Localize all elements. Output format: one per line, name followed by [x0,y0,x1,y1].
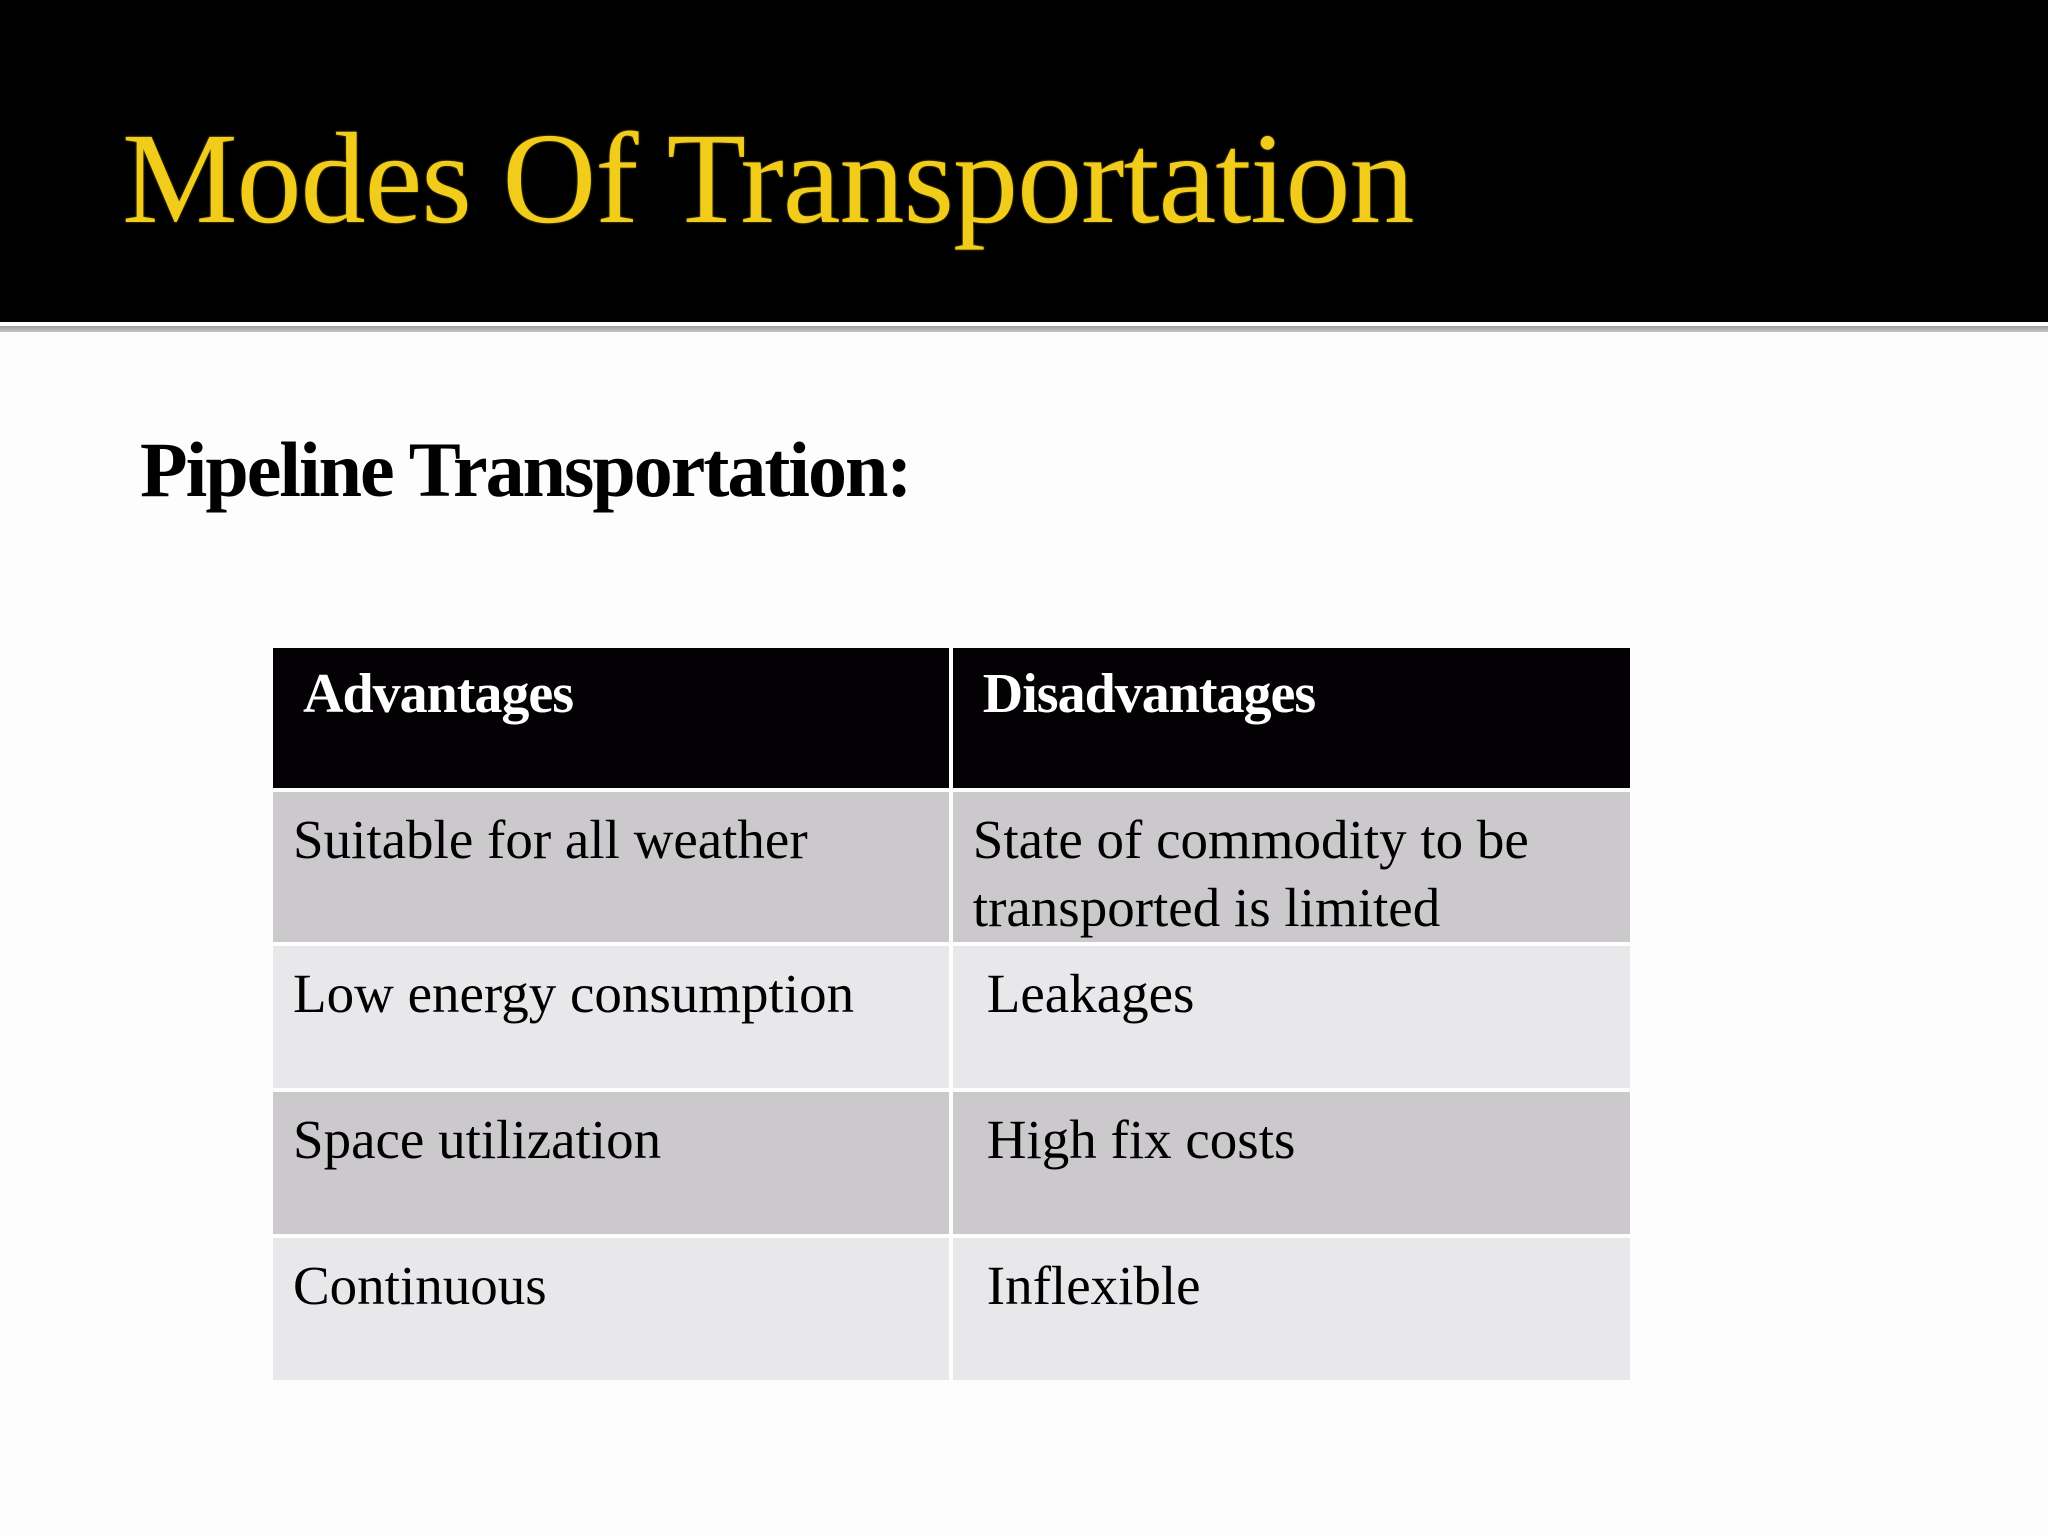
header-advantages: Advantages [273,648,949,788]
header-disadvantages: Disadvantages [953,648,1630,788]
advantage-cell: Space utilization [273,1092,949,1234]
disadvantage-cell: High fix costs [953,1092,1630,1234]
table-row [273,1238,1630,1380]
comparison-table [269,644,1634,1384]
slide-title: Modes Of Transportation [122,107,1414,251]
header-divider [0,322,2048,332]
table-row [273,792,1630,942]
table-header-row [273,648,1630,788]
table-row [273,946,1630,1088]
advantage-cell: Suitable for all weather [273,792,949,942]
section-subtitle: Pipeline Transportation: [140,426,911,513]
disadvantage-cell: Leakages [953,946,1630,1088]
header-bar [0,0,2048,322]
advantage-cell: Low energy consumption [273,946,949,1088]
advantage-cell: Continuous [273,1238,949,1380]
disadvantage-cell: Inflexible [953,1238,1630,1380]
disadvantage-cell: State of commodity to be transported is limited [953,792,1630,942]
table-row [273,1092,1630,1234]
